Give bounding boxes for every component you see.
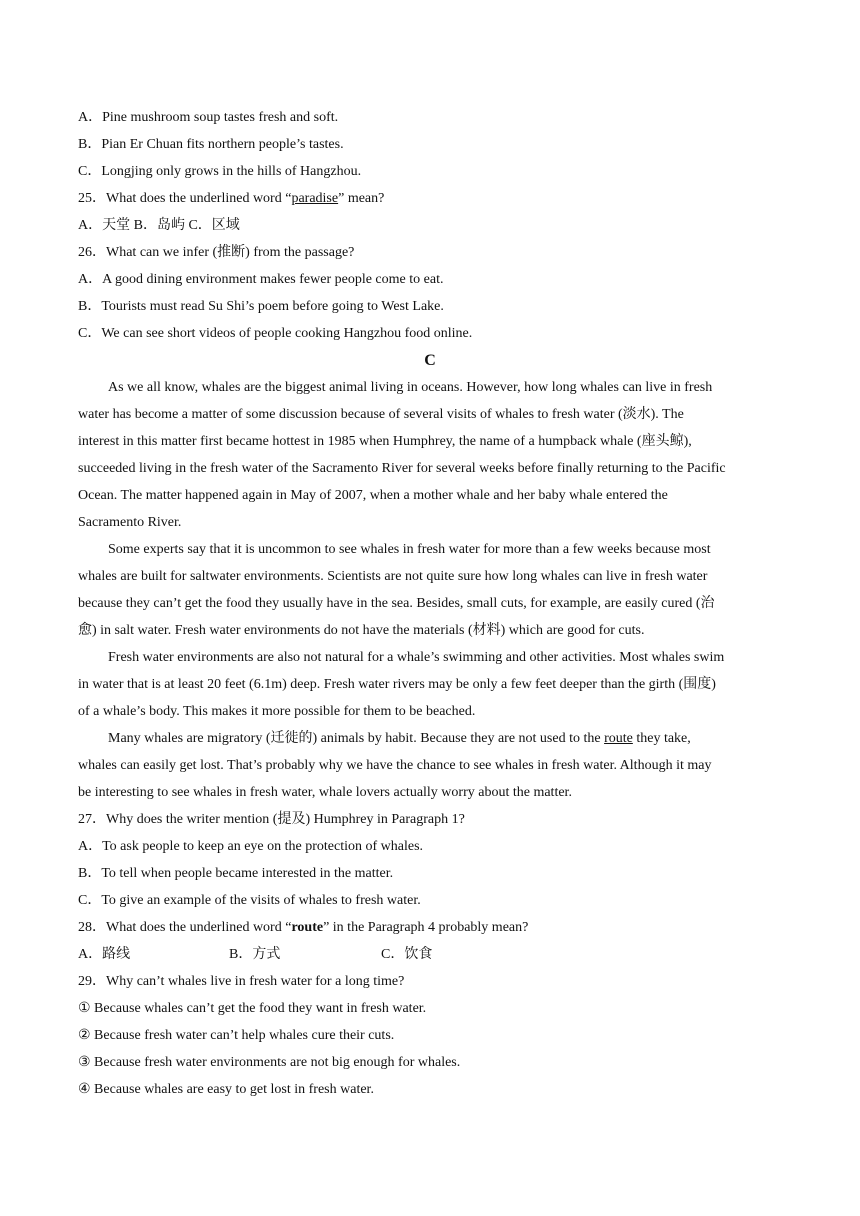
- passage-line: 愈) in salt water. Fresh water environments do not have the materials (材料) which are good for cuts.: [78, 623, 645, 638]
- q25-underlined-word: paradise: [291, 191, 339, 206]
- q28-stem-before: 28．What does the underlined word “: [78, 920, 292, 935]
- q26-option-c: C．We can see short videos of people cooking Hangzhou food online.: [78, 326, 473, 341]
- q25-stem: [78, 189, 782, 209]
- q25-stem-after: ” mean?: [338, 191, 385, 206]
- section-heading: C: [424, 352, 436, 369]
- passage-line: in water that is at least 20 feet (6.1m) deep. Fresh water rivers may be only a few feet deeper than the girth (围度): [78, 677, 716, 692]
- q25-stem-before: 25．What does the underlined word “: [78, 191, 292, 206]
- passage-line: Some experts say that it is uncommon to see whales in fresh water for more than a few weeks because most: [108, 542, 711, 557]
- q27-option-c: C．To give an example of the visits of whales to fresh water.: [78, 893, 421, 908]
- q29-stem: 29．Why can’t whales live in fresh water for a long time?: [78, 974, 405, 989]
- q28-stem: [78, 918, 782, 938]
- q28-bold-word: route: [291, 920, 324, 935]
- passage-line: whales are built for saltwater environments. Scientists are not quite sure how long whales can live in fresh water: [78, 569, 708, 584]
- passage-line: because they can’t get the food they usually have in the sea. Besides, small cuts, for example, are easily cured (治: [78, 596, 715, 611]
- q28-option-a: A．路线: [78, 947, 131, 962]
- q26-stem: 26．What can we infer (推断) from the passage?: [78, 245, 355, 260]
- q28-option-c: C．饮食: [381, 947, 433, 962]
- q29-statement-3: ③ Because fresh water environments are not big enough for whales.: [78, 1055, 461, 1070]
- passage-line: As we all know, whales are the biggest animal living in oceans. However, how long whales can live in fresh: [108, 380, 713, 395]
- p4-text-before: Many whales are migratory (迁徙的) animals by habit. Because they are not used to the: [108, 731, 605, 746]
- q28-stem-after: ” in the Paragraph 4 probably mean?: [323, 920, 529, 935]
- passage-line: Sacramento River.: [78, 515, 182, 530]
- q27-stem: 27．Why does the writer mention (提及) Humphrey in Paragraph 1?: [78, 812, 465, 827]
- q24-option-a: A．Pine mushroom soup tastes fresh and soft.: [78, 110, 339, 125]
- passage-line: of a whale’s body. This makes it more possible for them to be beached.: [78, 704, 476, 719]
- q24-option-c: C．Longjing only grows in the hills of Hangzhou.: [78, 164, 362, 179]
- passage-line: [108, 729, 782, 749]
- q26-option-b: B．Tourists must read Su Shi’s poem before going to West Lake.: [78, 299, 444, 314]
- passage-line: Ocean. The matter happened again in May of 2007, when a mother whale and her baby whale entered the: [78, 488, 668, 503]
- q28-option-b: B．方式: [229, 947, 281, 962]
- q24-option-b: B．Pian Er Chuan fits northern people’s tastes.: [78, 137, 344, 152]
- q25-options: A．天堂 B．岛屿 C．区域: [78, 218, 240, 233]
- q27-option-b: B．To tell when people became interested in the matter.: [78, 866, 394, 881]
- passage-line: succeeded living in the fresh water of the Sacramento River for several weeks before finally returning to the Pacific: [78, 461, 726, 476]
- q29-statement-1: ① Because whales can’t get the food they want in fresh water.: [78, 1001, 427, 1016]
- q29-statement-4: ④ Because whales are easy to get lost in fresh water.: [78, 1082, 374, 1097]
- q26-option-a: A．A good dining environment makes fewer people come to eat.: [78, 272, 444, 287]
- passage-line: whales can easily get lost. That’s probably why we have the chance to see whales in fresh water. Although it may: [78, 758, 712, 773]
- passage-line: be interesting to see whales in fresh water, whale lovers actually worry about the matter.: [78, 785, 572, 800]
- q29-statement-2: ② Because fresh water can’t help whales cure their cuts.: [78, 1028, 395, 1043]
- passage-line: water has become a matter of some discussion because of several visits of whales to fresh water (淡水). The: [78, 407, 684, 422]
- q27-option-a: A．To ask people to keep an eye on the protection of whales.: [78, 839, 424, 854]
- passage-line: interest in this matter first became hottest in 1985 when Humphrey, the name of a humpback whale (座头鲸),: [78, 434, 692, 449]
- passage-line: Fresh water environments are also not natural for a whale’s swimming and other activities. Most whales swim: [108, 650, 725, 665]
- underlined-word-route: route: [604, 731, 633, 746]
- p4-text-after: they take,: [632, 731, 691, 746]
